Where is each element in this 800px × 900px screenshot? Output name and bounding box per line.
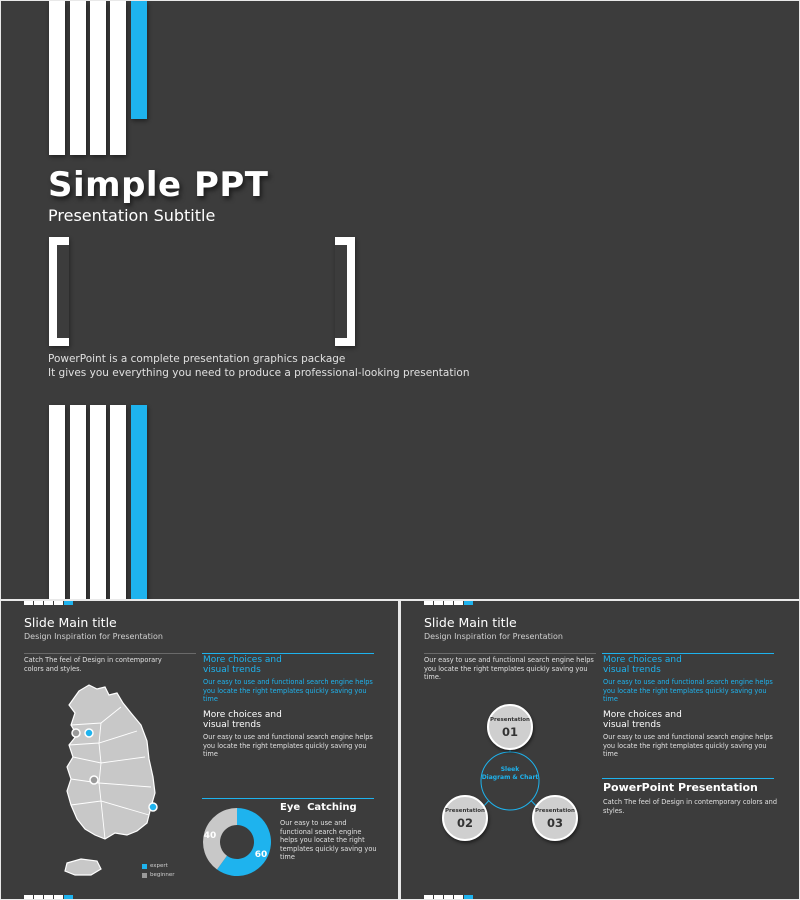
deco-square	[34, 895, 43, 899]
deco-square-accent	[64, 895, 73, 899]
deco-square	[54, 895, 63, 899]
deco-square	[54, 601, 63, 605]
top-stripe-3	[90, 1, 106, 155]
top-stripe-accent	[131, 1, 147, 119]
slide-thumbnail-left[interactable]	[1, 601, 398, 899]
deco-square-accent	[64, 601, 73, 605]
deco-square	[434, 895, 443, 899]
thumb-title: Slide Main title	[424, 615, 517, 630]
divider-accent	[202, 798, 374, 799]
donut-label-beginner: 40	[203, 831, 217, 841]
diagram-node-label: Presentation	[490, 717, 530, 723]
divider	[24, 653, 196, 654]
korea-map	[41, 683, 171, 888]
diagram-node-number: 02	[456, 816, 473, 830]
legend-expert-swatch	[142, 864, 147, 869]
deco-square	[444, 895, 453, 899]
description-line-1: PowerPoint is a complete presentation graphics package	[48, 353, 346, 365]
top-stripe-4	[110, 1, 126, 155]
diagram-node-03[interactable]	[532, 795, 578, 841]
deco-square	[34, 601, 43, 605]
deco-square	[454, 895, 463, 899]
bottom-stripe-1	[49, 405, 65, 599]
map-marker-expert	[149, 803, 157, 811]
slide-subtitle: Presentation Subtitle	[48, 206, 216, 225]
legend-beginner-label: beginner	[150, 872, 175, 878]
title-slide[interactable]	[1, 1, 799, 599]
deco-square	[434, 601, 443, 605]
ppt-body: Catch The feel of Design in contemporary colors and styles.	[603, 798, 778, 815]
block2-heading: More choices and visual trends	[603, 710, 682, 730]
diagram-node-label: Presentation	[535, 808, 575, 814]
map-jeju	[65, 859, 101, 875]
deco-square	[424, 895, 433, 899]
divider-accent	[602, 653, 774, 654]
block2-body: Our easy to use and functional search engine helps you locate the right templates quickly saving you time	[603, 733, 773, 758]
bottom-stripe-4	[110, 405, 126, 599]
diagram-node-number: 01	[501, 725, 518, 739]
deco-square	[454, 601, 463, 605]
donut-label-expert: 60	[254, 850, 268, 860]
legend-beginner-swatch	[142, 873, 147, 878]
divider-accent	[602, 778, 774, 779]
block1-heading: More choices and visual trends	[203, 655, 282, 675]
bottom-stripe-3	[90, 405, 106, 599]
left-bracket	[49, 237, 69, 346]
deco-square-accent	[464, 895, 473, 899]
block2-body: Our easy to use and functional search engine helps you locate the right templates quickly saving you time	[203, 733, 373, 758]
deco-square	[44, 601, 53, 605]
ppt-heading: PowerPoint Presentation	[603, 781, 758, 794]
diagram-node-number: 03	[546, 816, 563, 830]
slide-thumbnail-right[interactable]	[401, 601, 799, 899]
block1-body: Our easy to use and functional search engine helps you locate the right templates quickly saving you time	[203, 678, 373, 703]
diagram-node-02[interactable]	[442, 795, 488, 841]
top-stripe-1	[49, 1, 65, 155]
map-marker-expert	[85, 729, 93, 737]
deco-square	[24, 895, 33, 899]
thumb-title: Slide Main title	[24, 615, 117, 630]
thumb-subtitle: Design Inspiration for Presentation	[24, 632, 163, 641]
diagram-center-line2: Diagram & Chart	[481, 774, 539, 781]
eye-catching-body: Our easy to use and functional search engine helps you locate the right templates quickly saving you time	[280, 819, 377, 861]
diagram-node-01[interactable]	[487, 704, 533, 750]
intro-text: Our easy to use and functional search engine helps you locate the right templates quickly saving you time.	[424, 656, 594, 681]
bottom-stripe-2	[70, 405, 86, 599]
deco-square	[24, 601, 33, 605]
donut-chart	[200, 805, 274, 879]
intro-text: Catch The feel of Design in contemporary colors and styles.	[24, 656, 162, 673]
map-marker-beginner	[72, 729, 80, 737]
map-marker-beginner	[90, 776, 98, 784]
legend-expert-label: expert	[150, 863, 168, 869]
deco-square-accent	[464, 601, 473, 605]
description-line-2: It gives you everything you need to produce a professional-looking presentation	[48, 367, 470, 379]
deco-square	[444, 601, 453, 605]
eye-catching-heading: Eye Catching	[280, 802, 357, 813]
diagram-node-label: Presentation	[445, 808, 485, 814]
deco-square	[44, 895, 53, 899]
thumb-subtitle: Design Inspiration for Presentation	[424, 632, 563, 641]
slide-title: Simple PPT	[48, 165, 269, 205]
deco-square	[424, 601, 433, 605]
divider	[424, 653, 596, 654]
divider-accent	[202, 653, 374, 654]
right-bracket	[335, 237, 355, 346]
diagram-center-line1: Sleek	[500, 766, 520, 773]
bottom-stripe-accent	[131, 405, 147, 599]
top-stripe-2	[70, 1, 86, 155]
block2-heading: More choices and visual trends	[203, 710, 282, 730]
block1-heading: More choices and visual trends	[603, 655, 682, 675]
block1-body: Our easy to use and functional search engine helps you locate the right templates quickly saving you time	[603, 678, 773, 703]
